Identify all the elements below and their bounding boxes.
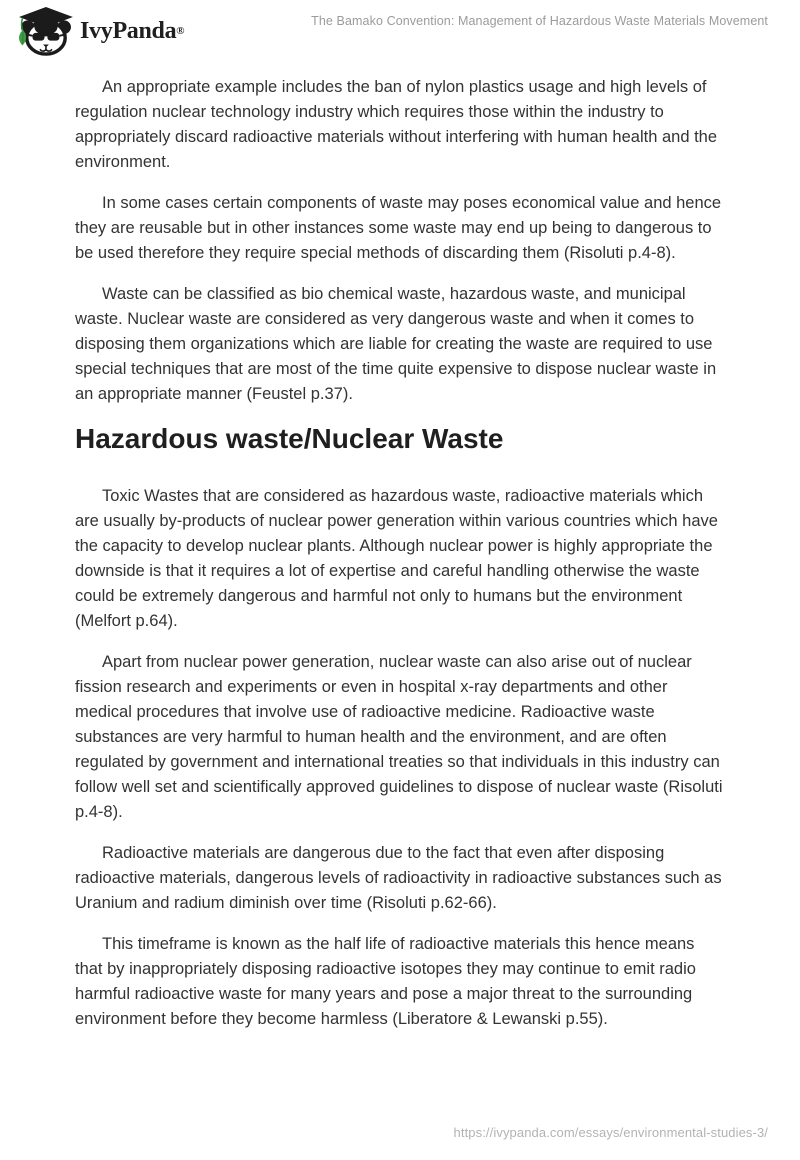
essay-paragraph: An appropriate example includes the ban of nylon plastics usage and high levels of regulation nuclear technology industry which requires those within the industry to appropriately discard radioactive materials without interfering with human health and the environment. — [75, 78, 718, 171]
essay-paragraph: Waste can be classified as bio chemical waste, hazardous waste, and municipal waste. Nuclear waste are considered as very dangerous waste and when it comes to disposing them organizations which are liable for creating the waste are required to use special techniques that are most of the time quite expensive to dispose nuclear waste in an appropriate manner (Feustel p.37). — [75, 285, 717, 403]
essay-paragraph: Apart from nuclear power generation, nuclear waste can also arise out of nuclear fission research and experiments or even in hospital x-ray departments and other medical procedures that involve use of radioactive medicine. Radioactive waste substances are very harmful to human health and the environment, and are often regulated by government and international treaties so that individuals in this industry can follow well set and scientifically approved guidelines to dispose of nuclear waste (Risoluti p.4-8). — [75, 653, 723, 821]
essay-paragraph: Toxic Wastes that are considered as hazardous waste, radioactive materials which are usually by-products of nuclear power generation within various countries which have the capacity to develop nuclear plants. Although nuclear power is highly appropriate the downside is that it requires a lot of expertise and careful handling otherwise the waste could be extremely dangerous and harmful not only to humans but the environment (Melfort p.64). — [75, 487, 718, 630]
section-heading: Hazardous waste/Nuclear Waste — [75, 423, 504, 454]
registered-trademark-symbol: ® — [176, 24, 185, 37]
essay-paragraph: Radioactive materials are dangerous due to the fact that even after disposing radioactive materials, dangerous levels of radioactivity in radioactive substances such as Uranium and radium diminish over time (Risoluti p.62-66). — [75, 844, 722, 912]
document-title: The Bamako Convention: Management of Hazardous Waste Materials Movement — [311, 14, 768, 28]
essay-paragraph: This timeframe is known as the half life of radioactive materials this hence means that by inappropriately disposing radioactive isotopes they may continue to emit radio harmful radioactive waste for many years and pose a major threat to the surrounding environment before they become harmless (Liberatore & Lewanski p.55). — [75, 935, 696, 1028]
essay-body — [75, 0, 725, 1048]
essay-paragraph: In some cases certain components of waste may poses economical value and hence they are reusable but in other instances some waste may end up being to dangerous to be used therefore they require special methods of discarding them (Risoluti p.4-8). — [75, 194, 722, 262]
ivypanda-panda-logo-icon — [14, 6, 76, 56]
source-url: https://ivypanda.com/essays/environmental-studies-3/ — [453, 1125, 768, 1140]
brand-name: IvyPanda — [80, 18, 177, 44]
